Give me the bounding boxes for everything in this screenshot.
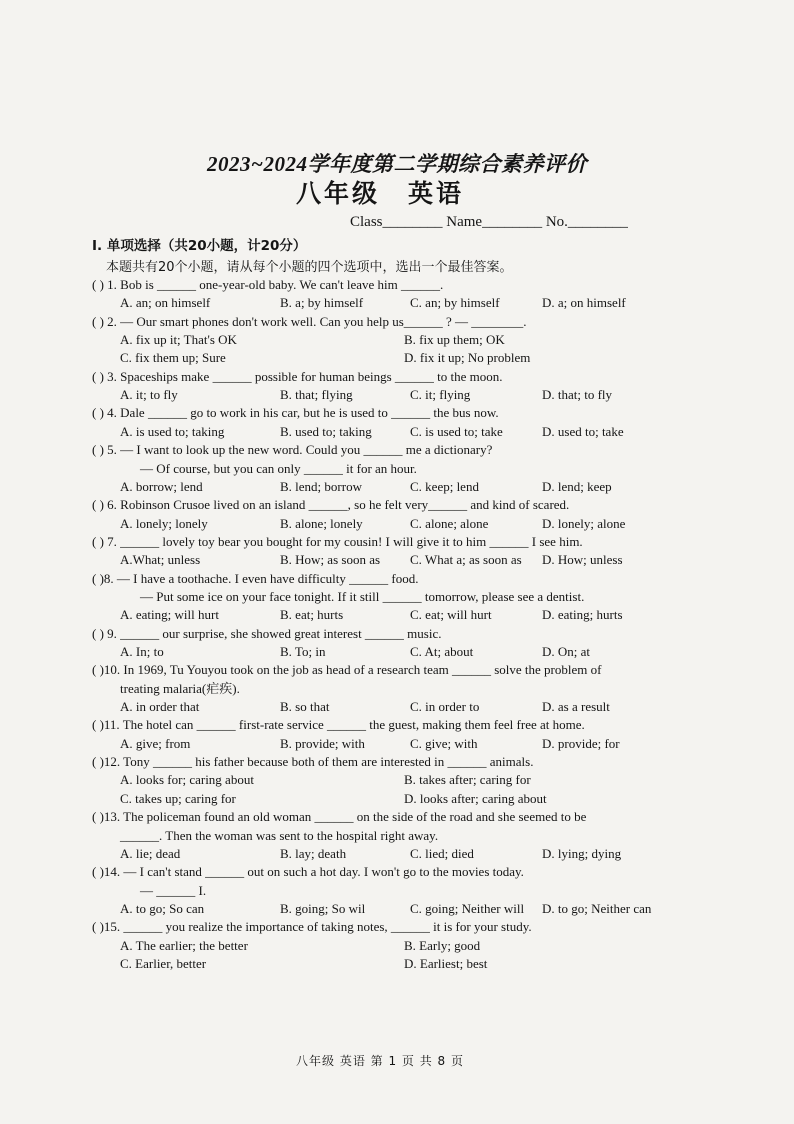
answer-option: D. lying; dying [542, 845, 622, 861]
answer-option: A. an; on himself [120, 295, 211, 311]
answer-option: A. fix up it; That's OK [120, 332, 237, 348]
answer-option: C. alone; alone [410, 515, 489, 531]
question-stem: ( )14. — I can't stand ______ out on such a hot day. I won't go to the movies today. [92, 864, 524, 880]
answer-option: B. used to; taking [280, 423, 372, 439]
answer-option: D. On; at [542, 644, 591, 659]
question-stem: ( ) 3. Spaceships make ______ possible for human beings ______ to the moon. [92, 368, 503, 384]
question-stem: ______. Then the woman was sent to the hospital right away. [120, 827, 439, 843]
answer-option: A. is used to; taking [120, 423, 225, 439]
question-stem: ( )11. The hotel can ______ first-rate service ______ the guest, making them feel free at home. [92, 717, 585, 733]
answer-option: A. in order that [120, 699, 200, 715]
answer-option: B. takes after; caring for [404, 772, 531, 788]
answer-option: A.What; unless [120, 552, 201, 568]
answer-option: D. How; unless [542, 552, 623, 568]
answer-option: D. that; to fly [542, 387, 613, 403]
answer-option: C. eat; will hurt [410, 607, 492, 623]
answer-option: C. in order to [410, 699, 480, 715]
answer-option: A. lonely; lonely [120, 515, 208, 531]
answer-option: B. going; So wil [280, 900, 366, 916]
question-stem: — Put some ice on your face tonight. If it still ______ tomorrow, please see a dentist. [140, 588, 585, 604]
answer-option: A. In; to [120, 644, 164, 659]
section-instruction: 本题共有20个小题，请从每个小题的四个选项中，选出一个最佳答案。 [106, 260, 513, 275]
answer-option: D. looks after; caring about [404, 790, 547, 806]
answer-option: D. lend; keep [542, 478, 612, 494]
section-heading: I. 单项选择（共20小题，计20分） [92, 238, 307, 254]
answer-option: C. give; with [410, 735, 478, 751]
question-stem: — ______ I. [140, 882, 207, 898]
answer-option: A. lie; dead [120, 845, 181, 861]
answer-option: D. as a result [542, 699, 610, 715]
answer-option: B. eat; hurts [280, 607, 344, 623]
answer-option: D. to go; Neither can [542, 900, 652, 916]
answer-option: A. The earlier; the better [120, 937, 248, 953]
question-stem: ( ) 2. — Our smart phones don't work well. Can you help us______ ? — ________. [92, 313, 527, 329]
question-stem: treating malaria(疟疾). [120, 680, 240, 696]
answer-option: C. lied; died [410, 845, 474, 861]
answer-option: B. alone; lonely [280, 515, 363, 531]
answer-option: B. a; by himself [280, 295, 364, 311]
question-stem: ( )12. Tony ______ his father because both of them are interested in ______ animals. [92, 754, 534, 770]
answer-option: D. provide; for [542, 735, 620, 751]
answer-option: D. Earliest; best [404, 955, 488, 971]
question-stem: ( ) 1. Bob is ______ one-year-old baby. We can't leave him ______. [92, 277, 444, 292]
answer-option: B. lend; borrow [280, 478, 362, 494]
answer-option: B. fix up them; OK [404, 332, 505, 348]
answer-option: C. What a; as soon as [410, 552, 522, 568]
question-stem: ( )13. The policeman found an old woman ______ on the side of the road and she seemed to be [92, 809, 587, 825]
answer-option: B. To; in [280, 644, 326, 659]
question-stem: ( ) 5. — I want to look up the new word. Could you ______ me a dictionary? [92, 442, 493, 458]
question-stem: ( ) 6. Robinson Crusoe lived on an island ______, so he felt very______ and kind of scared. [92, 497, 570, 513]
grade-subject [0, 174, 760, 210]
answer-option: C. At; about [410, 644, 474, 659]
question-stem: ( )15. ______ you realize the importance of taking notes, ______ it is for your study. [92, 919, 532, 935]
answer-option: A. to go; So can [120, 900, 205, 916]
answer-option: D. lonely; alone [542, 515, 626, 531]
answer-option: D. fix it up; No problem [404, 350, 531, 366]
question-stem: ( ) 7. ______ lovely toy bear you bought for my cousin! I will give it to him ______ I see him. [92, 533, 583, 549]
answer-option: A. give; from [120, 735, 191, 751]
answer-option: A. it; to fly [120, 387, 178, 403]
subject-label: 英语 [408, 181, 465, 208]
answer-option: C. going; Neither will [410, 900, 525, 916]
answer-option: C. fix them up; Sure [120, 350, 226, 366]
question-stem: ( )10. In 1969, Tu Youyou took on the job as head of a research team ______ solve the problem of [92, 662, 602, 678]
answer-option: B. provide; with [280, 735, 365, 751]
answer-option: C. keep; lend [410, 478, 479, 494]
answer-option: C. takes up; caring for [120, 790, 236, 806]
answer-option: A. eating; will hurt [120, 607, 219, 623]
question-stem: ( ) 9. ______ our surprise, she showed great interest ______ music. [92, 625, 442, 641]
question-stem: ( )8. — I have a toothache. I even have difficulty ______ food. [92, 570, 419, 586]
answer-option: B. that; flying [280, 387, 353, 403]
question-stem: — Of course, but you can only ______ it for an hour. [140, 460, 417, 476]
answer-option: C. it; flying [410, 387, 471, 403]
exam-title: 2023~2024学年度第二学期综合素养评价 [207, 152, 587, 176]
answer-option: D. used to; take [542, 423, 624, 439]
answer-option: C. Earlier, better [120, 955, 207, 971]
answer-option: B. How; as soon as [280, 552, 381, 568]
answer-option: D. eating; hurts [542, 607, 623, 623]
answer-option: B. so that [280, 699, 330, 715]
answer-option: A. borrow; lend [120, 478, 203, 494]
answer-option: B. Early; good [404, 937, 481, 953]
page-footer: 八年级 英语 第 1 页 共 8 页 [296, 1054, 464, 1068]
question-stem: ( ) 4. Dale ______ go to work in his car, but he is used to ______ the bus now. [92, 405, 499, 421]
answer-option: C. is used to; take [410, 423, 503, 439]
answer-option: D. a; on himself [542, 295, 626, 311]
answer-option: C. an; by himself [410, 295, 500, 311]
student-info-line: Class________ Name________ No.________ [350, 214, 628, 230]
answer-option: B. lay; death [280, 845, 347, 861]
answer-option: A. looks for; caring about [120, 772, 254, 788]
grade-label: 八年级 [295, 181, 380, 208]
